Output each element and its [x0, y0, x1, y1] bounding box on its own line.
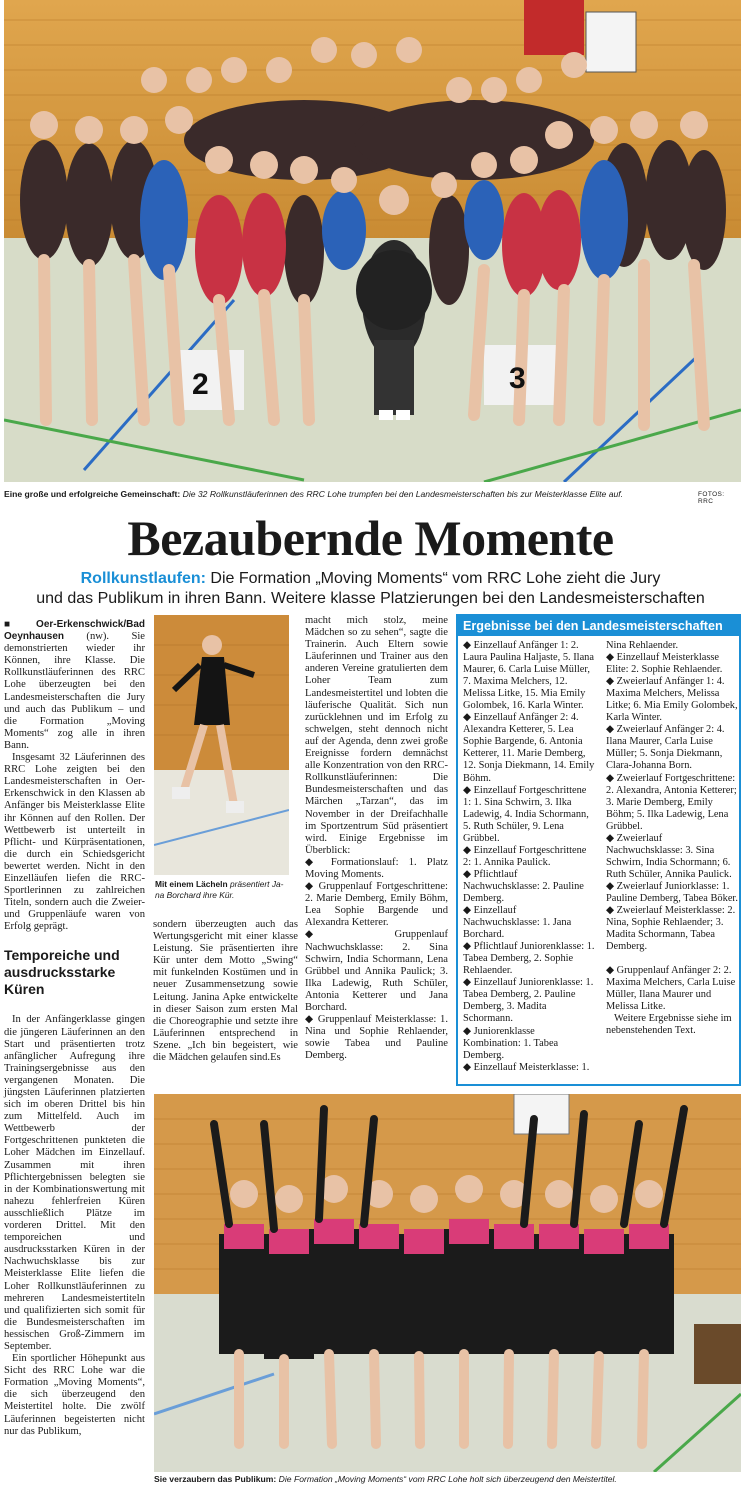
results-column-right: [606, 640, 738, 1038]
caption-text: Die Formation „Moving Moments“ vom RRC Lohe holt sich überzeugend den Meistertitel.: [278, 1474, 617, 1484]
result-item: ◆ Einzellauf Fortgeschrittene 2: 1. Annika Paulick.: [463, 844, 587, 868]
article-column-1: [4, 619, 145, 1438]
result-item: ◆ Zweierlauf Anfänger 2: 4. Ilana Maurer, Carla Luise Müller; 5. Sonja Diekmann, Clara-Johanna Born.: [606, 724, 725, 772]
result-item: ◆ Formationslauf: 1. Platz Moving Moments.: [305, 856, 448, 880]
caption-lead: Eine große und erfolgreiche Gemeinschaft:: [4, 489, 181, 499]
result-item: ◆ Zweierlauf Fortgeschrittene: 2. Alexandra, Antonia Ketterer; 3. Marie Demberg, Emily Böhm; 5. Ilka Ladewig, Lena Grübbel.: [606, 772, 737, 832]
result-item: ◆ Einzellauf Meisterklasse: 1.: [463, 1061, 590, 1073]
formation-photo-caption: [154, 1474, 617, 1485]
kicker: Rollkunstlaufen:: [80, 570, 206, 587]
result-item: ◆ Zweierlauf Meisterklasse: 2. Nina, Sophie Rehlaender; 3. Madita Schormann, Tabea Demberg.: [606, 905, 736, 953]
result-item: ◆ Einzellauf Anfänger 2: 4. Alexandra Ketterer, 5. Lea Sophie Bargende, 6. Antonia Ketterer, 11. Marie Demberg, 12. Sonja Diekmann, 14. Emily Böhm.: [463, 712, 595, 784]
result-item: ◆ Einzellauf Nachwuchsklasse: 1. Jana Borchard.: [463, 905, 572, 941]
podium-number: 2: [192, 368, 209, 401]
top-photo-caption: [4, 489, 623, 500]
result-item: ◆ Gruppenlauf Meisterklasse: 1. Nina und Sophie Rehlaender, sowie Tabea und Pauline Demberg.: [305, 1014, 448, 1062]
formation-photo: [154, 1094, 741, 1472]
caption-text: Die 32 Rollkunstläuferinnen des RRC Lohe trumpfen bei den Landesmeisterschaften bis zur Meisterklasse Elite auf.: [182, 489, 624, 499]
result-item: ◆ Pflichtlauf Juniorenklasse: 1. Tabea Demberg, 2. Sophie Rehlaender.: [463, 941, 595, 977]
result-item: ◆ Einzellauf Fortgeschrittene 1: 1. Sina Schwirn, 3. Ilka Ladewig, 4. India Schormann, 5. Ruth Schüler, 9. Lena Grübbel.: [463, 784, 589, 844]
results-box: [456, 614, 741, 1086]
result-item: ◆ Einzellauf Anfänger 1: 2. Laura Paulina Haljaste, 5. Ilana Maurer, 6. Carla Luise Müller, 7. Maxima Melchers, 12. Melissa Litke, 15. Mia Emily Golombek, 16. Karla Winter.: [463, 640, 594, 712]
result-item: Weitere Ergebnisse siehe im nebenstehenden Text.: [606, 1013, 732, 1037]
caption-line-1: [155, 879, 283, 890]
caption-text-1: präsentiert Ja-: [229, 879, 284, 889]
photo-credit: FOTOS: RRC: [698, 491, 725, 505]
article-paragraph: Ein sportlicher Höhepunkt aus Sicht des RRC Lohe war die Formation „Moving Moments“, die sich überzeugend den Meistertitel holte. Die zwölf Läuferinnen begeisterten nicht nur das Publikum,: [4, 1353, 145, 1437]
headline: Bezaubernde Momente: [127, 510, 614, 566]
article-paragraph: [4, 619, 145, 752]
spacer: [606, 953, 738, 965]
subheadline: [0, 569, 741, 609]
article-paragraph: Insgesamt 32 Läuferinnen des RRC Lohe zeigten bei den Landesmeisterschaften in Oer-Erkenschwick in den Klassen ab Anfänger bis Meisterklasse Elite ihr Können auf den Rollen. Der Wettbewerb ist unterteilt in Pflicht- und Kürpräsentationen, die durch ein Schiedsgericht bewertet werden. Nicht in den Einzelläufen liefen die RRC-Sportlerinnen zu zahlreichen Titeln, sondern auch die Zweier- und Gruppenläufe waren von Erfolg geprägt.: [4, 752, 145, 933]
caption-lead: Mit einem Lächeln: [155, 879, 228, 889]
caption-text-2: na Borchard ihre Kür.: [155, 890, 235, 900]
dateline: ■ Oer-Erkenschwick/Bad Oeynhausen: [4, 619, 145, 643]
result-item: ◆ Einzellauf Meisterklasse Elite: 2. Sophie Rehlaender.: [606, 652, 723, 676]
results-box-title: Ergebnisse bei den Landesmeisterschaften: [458, 616, 739, 636]
subhead-text-1: Die Formation „Moving Moments“ vom RRC Lohe zieht die Jury: [210, 570, 661, 587]
result-item: ◆ Einzellauf Juniorenklasse: 1. Tabea Demberg, 2. Pauline Demberg, 3. Madita Schormann.: [463, 977, 594, 1025]
team-photo: [4, 0, 741, 482]
podium-number: 3: [509, 362, 526, 395]
result-item: ◆ Pflichtlauf Nachwuchsklasse: 2. Pauline Demberg.: [463, 868, 584, 904]
article-paragraph: In der Anfängerklasse gingen die jüngeren Läuferinnen an den Start und präsentierten trotz anfänglicher Aufregung ihre Trainingsergebnisse aus den vergangenen Monaten. Die jüngsten Läuferinnen platzierten sich im oberen Drittel bis hin zum Mittelfeld. Auch im Wettbewerb der Fortgeschrittenen punkteten die Loher Mädchen im Einzellauf. Zusammen mit ihren Pflichtergebnissen belegten sie in der Kombinationswertung mit nahezu fehlerfreien Küren ausschließlich Plätze im vorderen Drittel. Mit den temporeichen und ausdrucksstarken Küren in der Nachwuchsklasse bis zur Meisterklasse Elite liefen die Loher Rollkunstläuferinnen zu mehreren Landesmeistertiteln und qualifizierten sich somit für die Bundesmeisterschaften im hessischen Groß-Zimmern im September.: [4, 1014, 145, 1352]
article-paragraph: macht mich stolz, meine Mädchen so zu sehen“, sagte die Trainerin. Auch Eltern sowie Läuferinnen und Trainer aus den anderen Vereine gratulierten dem Loher Team zum Landesmeistertitel und lobten die läuferische Qualität. Sich nun zurücklehnen und im Erfolg zu schwelgen, steht dennoch nicht auf der Agenda, denn zwei große Ereignisse fordern demnächst alle Konzentration von den RRC-Rollkunstläuferinnen: Die Bundesmeisterschaften und das Märchen „Tarzan“, das im November in der Dreifachhalle im Sportzentrum Süd präsentiert wird. Einige Ergebnisse im Überblick:: [305, 615, 448, 856]
result-item: ◆ Zweierlauf Anfänger 1: 4. Maxima Melchers, Melissa Litke; 6. Mia Emily Golombek, Karla Winter.: [606, 676, 738, 724]
skater-photo: [154, 615, 289, 875]
result-item: ◆ Gruppenlauf Fortgeschrittene: 2. Marie Demberg, Emily Böhm, Lea Sophie Bargende und Alexandra Ketterer.: [305, 881, 448, 929]
article-paragraph: sondern überzeugten auch das Wertungsgericht mit einer klasse Leistung. Sie präsentierten ihre Kür unter dem Motto „Swing“ mit funkelnden Kostümen und in neuer Zusammensetzung sowie Leitung. Janina Apke entwickelte in dieser Saison zum ersten Mal die Choreographie und setzte ihre Läuferinnen entsprechend in Szene. „Ich bin begeistert, wie die Mädchen gelaufen sind.Es: [153, 919, 298, 1064]
article-column-3: [305, 615, 448, 1062]
result-item: ◆ Gruppenlauf Nachwuchsklasse: 2. Sina Schwirn, India Schormann, Lena Grübbel und Annika Paulick; 3. Ilka Ladewig, Ruth Schüler, Antonia Ketterer und Jana Borchard.: [305, 929, 448, 1013]
caption-lead: Sie verzaubern das Publikum:: [154, 1474, 277, 1484]
result-item: ◆ Gruppenlauf Anfänger 2: 2. Maxima Melchers, Carla Luise Müller, Ilana Maurer und Melissa Litke.: [606, 965, 736, 1013]
article-subheading: Temporeiche und ausdrucksstarke Küren: [4, 947, 120, 998]
caption-line-2: [155, 890, 283, 901]
article-column-2: [153, 919, 298, 1064]
result-item: Nina Rehlaender.: [606, 640, 679, 651]
subhead-line-1: [0, 569, 741, 589]
results-column-left: [463, 640, 595, 1074]
result-item: ◆ Zweierlauf Nachwuchsklasse: 3. Sina Schwirn, India Schormann; 6. Ruth Schüler, Annika Paulick.: [606, 832, 732, 880]
subhead-line-2: und das Publikum in ihren Bann. Weitere klasse Platzierungen bei den Landesmeisterschaften: [36, 590, 705, 607]
result-item: ◆ Juniorenklasse Kombination: 1. Tabea Demberg.: [463, 1025, 559, 1061]
skater-photo-caption: [155, 879, 283, 901]
result-item: ◆ Zweierlauf Juniorklasse: 1. Pauline Demberg, Tabea Böker.: [606, 880, 738, 904]
paragraph-text: (nw). Sie demonstrierten wieder ihr Können, ihre Klasse. Die Rollkunstläuferinnen des RRC Lohe überzeugten bei den Landesmeisterschaften die Jury und auch das Publikum – und die Formation „Moving Moments“ zog alle in ihren Bann.: [4, 631, 145, 751]
